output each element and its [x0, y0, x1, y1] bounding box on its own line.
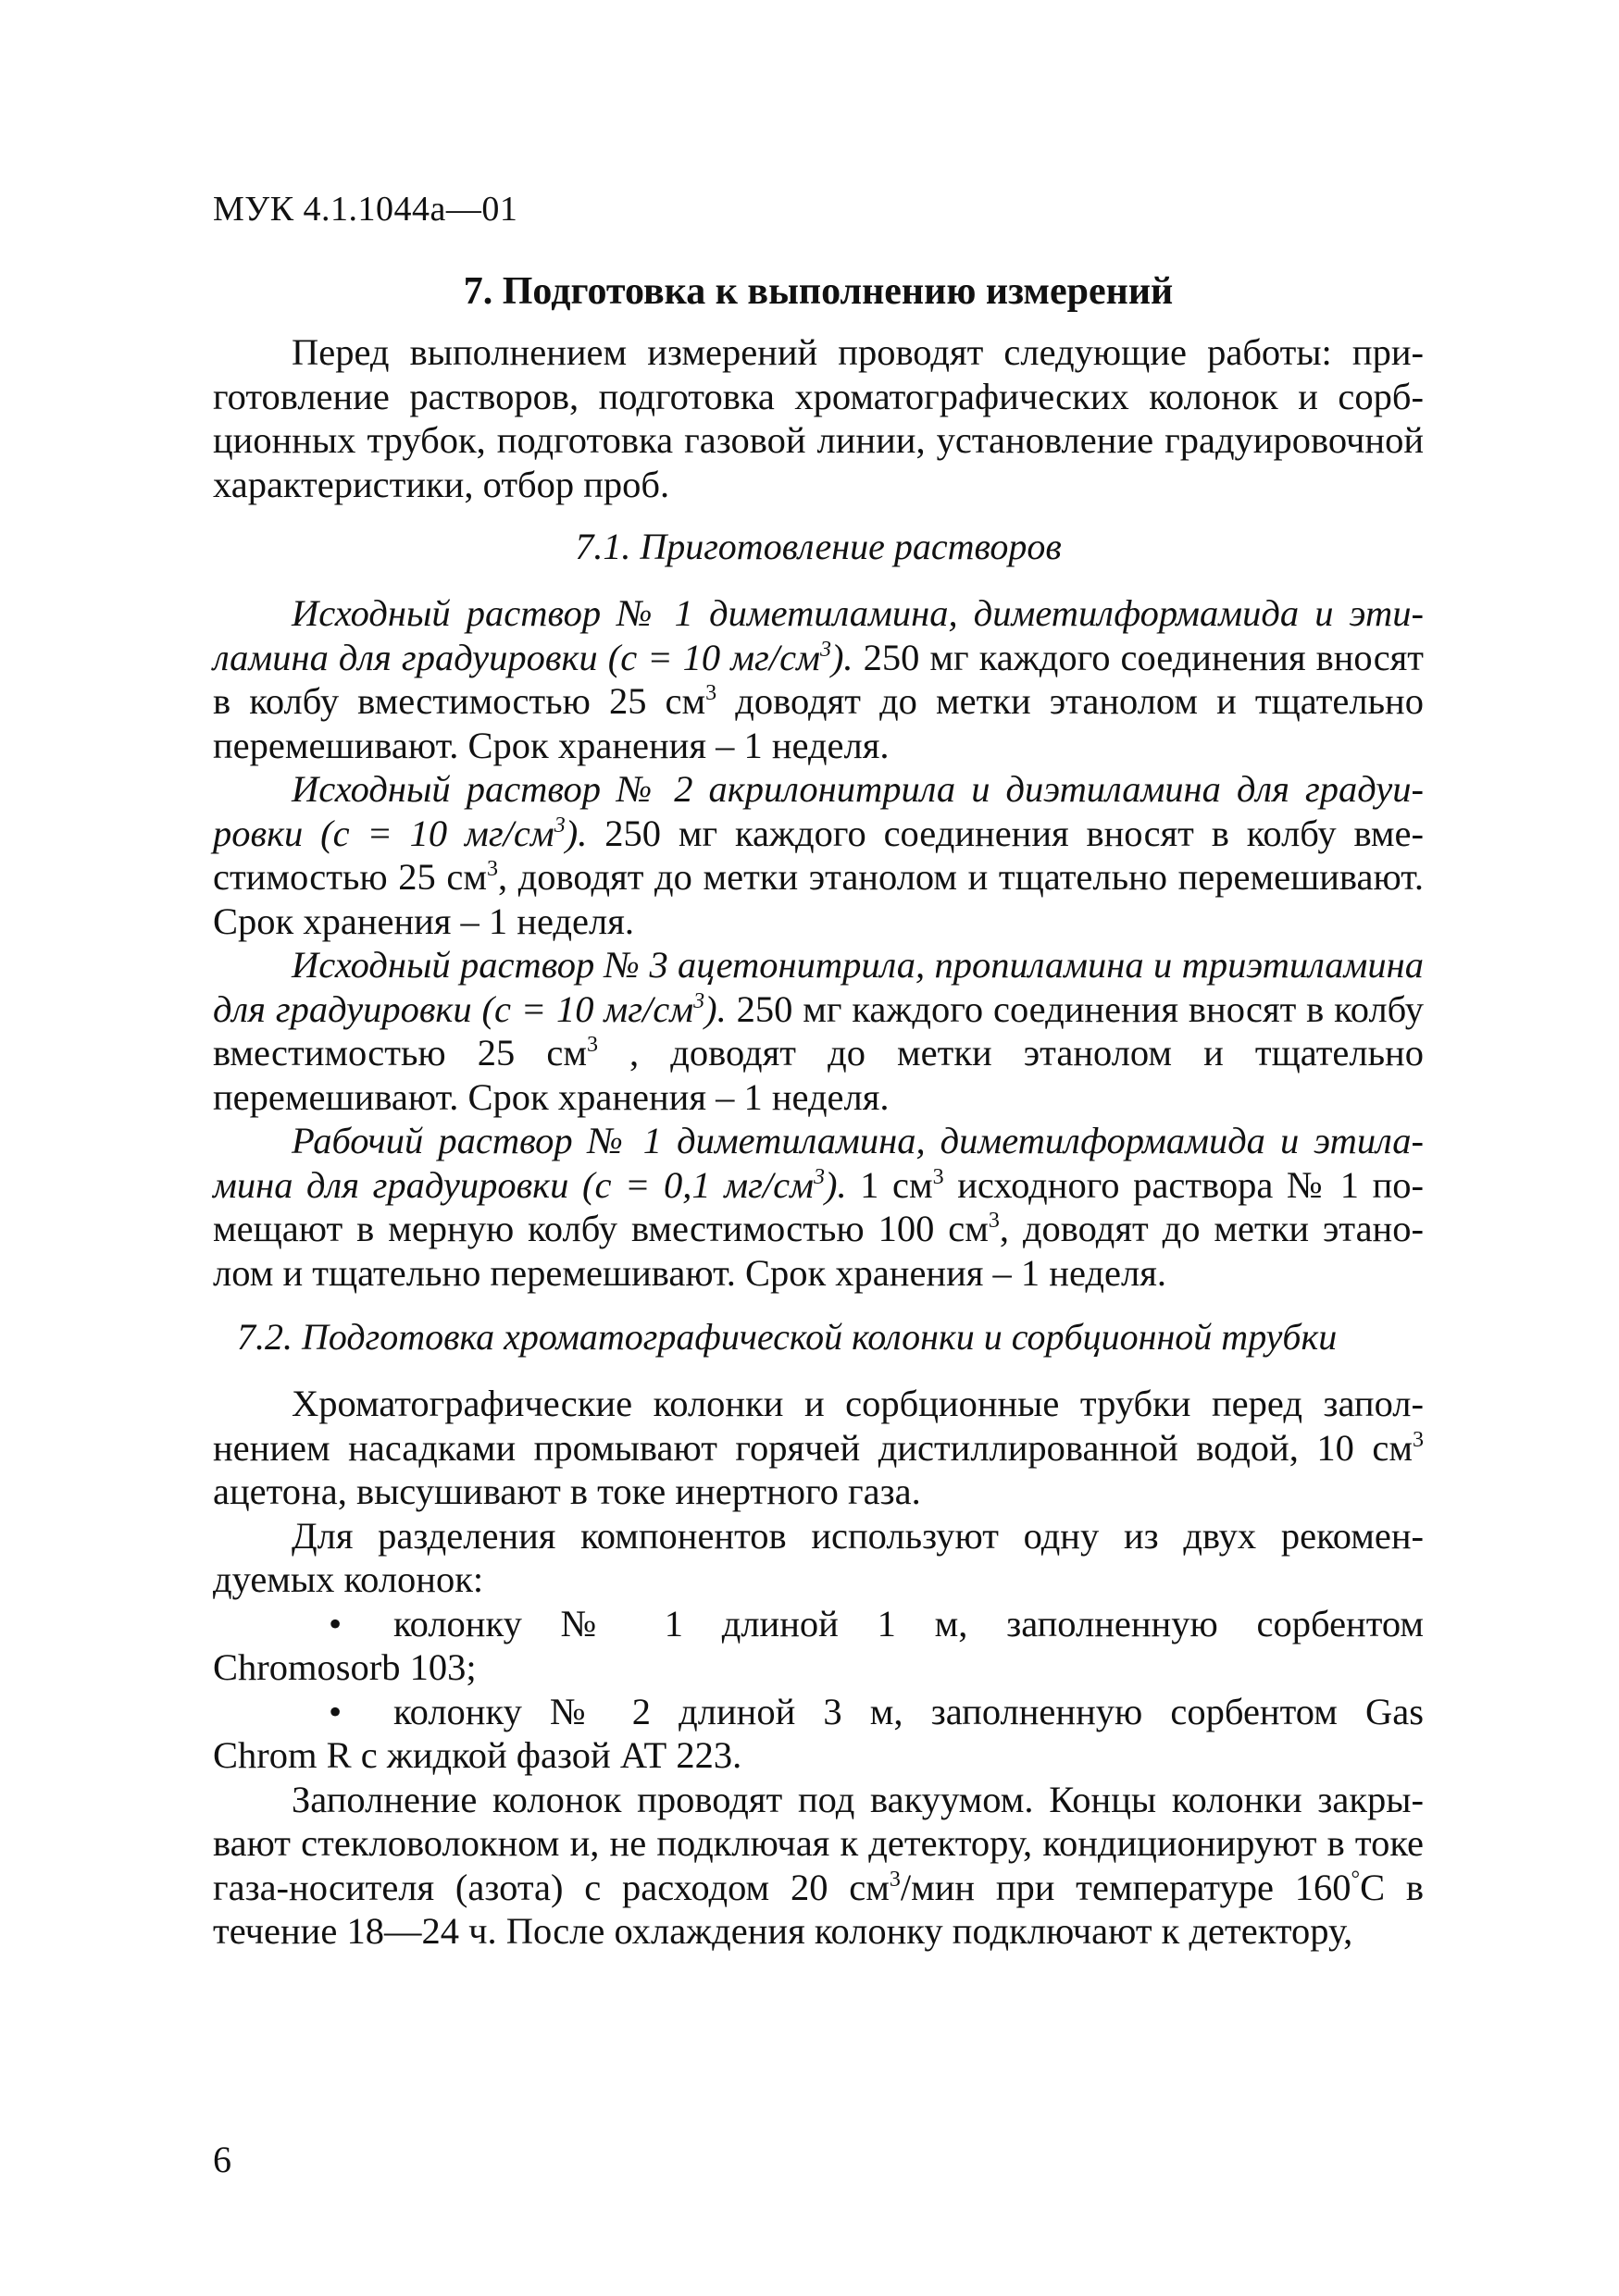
solution-paragraph-1: Исходный раствор № 1 диметиламина, диметилформамида и этиламина для градуировки (с = 10 $мг/см^3$). 250 мг каждого соединения вносят в колбу вместимостью 25 $см^3$ доводят до метки этанолом и тщательно перемешивают. Срок хранения – 1 неделя. [213, 592, 1424, 766]
page-number: 6 [213, 2139, 231, 2180]
solution-paragraph-4: Рабочий раствор № 1 диметиламина, диметилформамида и этиламина для градуировки (с = 0,1 $мг/см^3$). 1 $см^3$ исходного раствора № 1 помещают в мерную колбу вместимостью 100 $см^3$, доводят до метки этанолом и тщательно перемешивают. Срок хранения – 1 неделя. [213, 1120, 1425, 1294]
subsection-title-7-2: 7.2. Подготовка хроматографической колонки и сорбционной трубки [237, 1316, 1338, 1358]
conditioning-paragraph: Заполнение колонок проводят под вакуумом. Концы колонки закрывают стекловолокном и, не подключая к детектору, кондиционируют в токе газа-носителя (азота) с расходом 20 $см^3$/мин при температуре 160°С в течение 18—24 ч. После охлаждения колонку подключают к детектору, [213, 1778, 1424, 1952]
bullet-item-column-2: • колонку № 2 длиной 3 м, заполненную сорбентом Gas Chrom R с жидкой фазой АТ 223. [213, 1690, 1424, 1776]
bullet-continuation: Chromosorb 103; [213, 1646, 477, 1688]
solution-paragraph-2: Исходный раствор № 2 акрилонитрила и диэтиламина для градуировки (с = 10 $мг/см^3$). 250 мг каждого соединения вносят в колбу вместимостью 25 $см^3$, доводят до метки этанолом и тщательно перемешивают. Срок хранения – 1 неделя. [213, 768, 1424, 942]
column-prep-paragraph: Хроматографические колонки и сорбционные трубки перед заполнением насадками промывают горячей дистиллированной водой, 10 $см^3$ ацетона, высушивают в токе инертного газа. [213, 1383, 1424, 1512]
column-choice-paragraph: Для разделения компонентов используют одну из двух рекомендуемых колонок: [213, 1514, 1424, 1600]
document-code: МУК 4.1.1044а—01 [213, 190, 518, 229]
solution-paragraph-3: Исходный раствор № 3 ацетонитрила, пропиламина и триэтиламина для градуировки (с = 10 $мг/см^3$). 250 мг каждого соединения вносят в колбу вместимостью 25 $см^3$ , доводят до метки этанолом и тщательно перемешивают. Срок хранения – 1 неделя. [213, 944, 1424, 1118]
solution-name: Исходный раствор № 1 диметиламина, диметилформамида и этиламина для градуировки (с = 10 $мг/см^3$). [213, 592, 1424, 678]
section-title: 7. Подготовка к выполнению измерений [463, 270, 1174, 313]
bullet-continuation: Chrom R с жидкой фазой АТ 223. [213, 1734, 742, 1776]
subsection-title-7-1: 7.1. Приготовление растворов [575, 526, 1062, 567]
solution-name: Исходный раствор № 2 акрилонитрила и диэтиламина для градуировки (с = 10 $мг/см^3$). [213, 768, 1424, 854]
bullet-icon: • [329, 1690, 342, 1732]
intro-paragraph: Перед выполнением измерений проводят следующие работы: приготовление растворов, подготовка хроматографических колонок и сорбционных трубок, подготовка газовой линии, установление градуировочной характеристики, отбор проб. [213, 331, 1424, 505]
bullet-icon: • [329, 1602, 342, 1644]
solution-name: Рабочий раствор № 1 диметиламина, диметилформамида и этиламина для градуировки (с = 0,1 $мг/см^3$). [213, 1120, 1424, 1206]
bullet-item-column-1: • колонку № 1 длиной 1 м, заполненную сорбентом Chromosorb 103; [213, 1602, 1424, 1688]
text-body [213, 264, 1424, 1954]
solution-name: Исходный раствор № 3 ацетонитрила, пропиламина и триэтиламина для градуировки (с = 10 $мг/см^3$). [213, 944, 1424, 1030]
